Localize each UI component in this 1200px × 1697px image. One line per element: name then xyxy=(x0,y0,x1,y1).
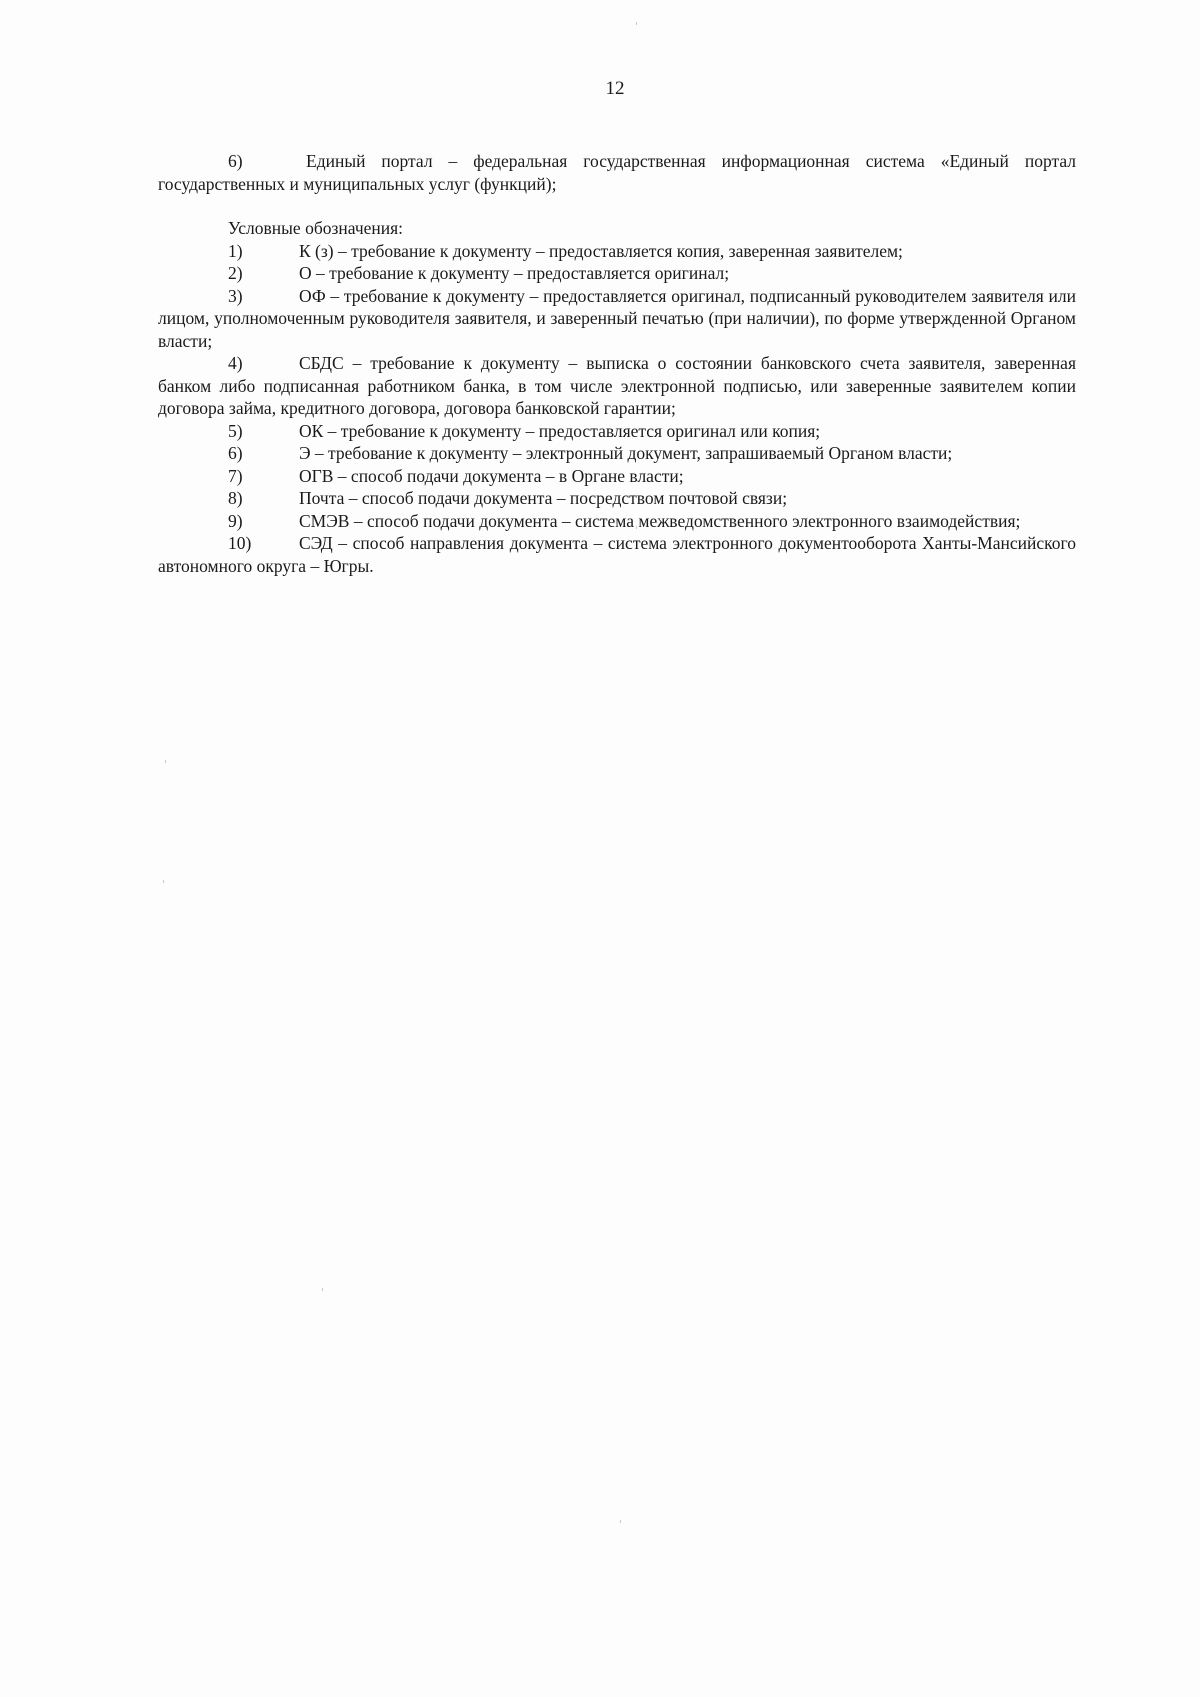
legend-item-number: 8) xyxy=(228,488,243,508)
legend-item-text: СЭД – способ направления документа – система электронного документооборота Ханты-Мансийского автономного округа – Югры. xyxy=(158,533,1076,576)
legend-item-text: Почта – способ подачи документа – посредством почтовой связи; xyxy=(299,488,788,508)
legend-item-number: 1) xyxy=(228,240,243,261)
legend-item xyxy=(158,352,1076,420)
legend-item-number: 9) xyxy=(228,510,243,531)
scan-speck xyxy=(163,880,164,883)
scan-speck xyxy=(322,1288,323,1291)
scan-speck xyxy=(620,1520,621,1523)
legend-item xyxy=(158,240,1076,263)
legend-title: Условные обозначения: xyxy=(228,218,404,238)
page-number: 12 xyxy=(605,78,625,99)
legend-item-number: 5) xyxy=(228,420,243,441)
legend-item-number: 7) xyxy=(228,465,243,486)
legend-item-number: 2) xyxy=(228,263,243,283)
legend-item-number: 10) xyxy=(228,533,252,553)
scan-speck xyxy=(636,22,637,25)
legend-list xyxy=(158,240,1076,578)
legend-item xyxy=(158,420,1076,443)
legend-item-text: ОК – требование к документу – предоставляется оригинал или копия; xyxy=(299,420,821,441)
legend-item-number: 4) xyxy=(228,353,243,373)
legend-item-text: СБДС – требование к документу – выписка о состоянии банковского счета заявителя, заверенная банком либо подписанная работником банка, в том числе электронной подписью, или заверенные заявителем копии договора займа, кредитного договора, договора банковской гарантии; xyxy=(158,353,1076,418)
legend-item-text: К (з) – требование к документу – предоставляется копия, заверенная заявителем; xyxy=(299,240,903,261)
legend-item xyxy=(158,285,1076,353)
legend-item xyxy=(158,487,1076,510)
legend-item xyxy=(158,442,1076,465)
document-body xyxy=(158,150,1076,577)
legend-item-text: Э – требование к документу – электронный документ, запрашиваемый Органом власти; xyxy=(299,443,953,463)
legend-item-number: 6) xyxy=(228,443,243,463)
legend-item-text: СМЭВ – способ подачи документа – система межведомственного электронного взаимодействия; xyxy=(299,510,1021,531)
legend-item xyxy=(158,262,1076,285)
legend-item-text: ОФ – требование к документу – предоставляется оригинал, подписанный руководителем заявителя или лицом, уполномоченным руководителя заявителя, и заверенный печатью (при наличии), по форме утвержденной Органом власти; xyxy=(158,285,1076,351)
scan-speck xyxy=(165,760,166,763)
legend-item xyxy=(158,510,1076,533)
legend-item-text: ОГВ – способ подачи документа – в Органе власти; xyxy=(299,465,684,486)
legend-item-text: О – требование к документу – предоставляется оригинал; xyxy=(299,263,730,283)
legend-item-number: 3) xyxy=(228,285,243,306)
definition-paragraph xyxy=(158,150,1076,195)
definition-text: Единый портал – федеральная государственная информационная система «Единый портал государственных и муниципальных услуг (функций); xyxy=(158,151,1076,194)
legend-item xyxy=(158,465,1076,488)
definition-number: 6) xyxy=(228,151,243,171)
legend-item xyxy=(158,532,1076,577)
